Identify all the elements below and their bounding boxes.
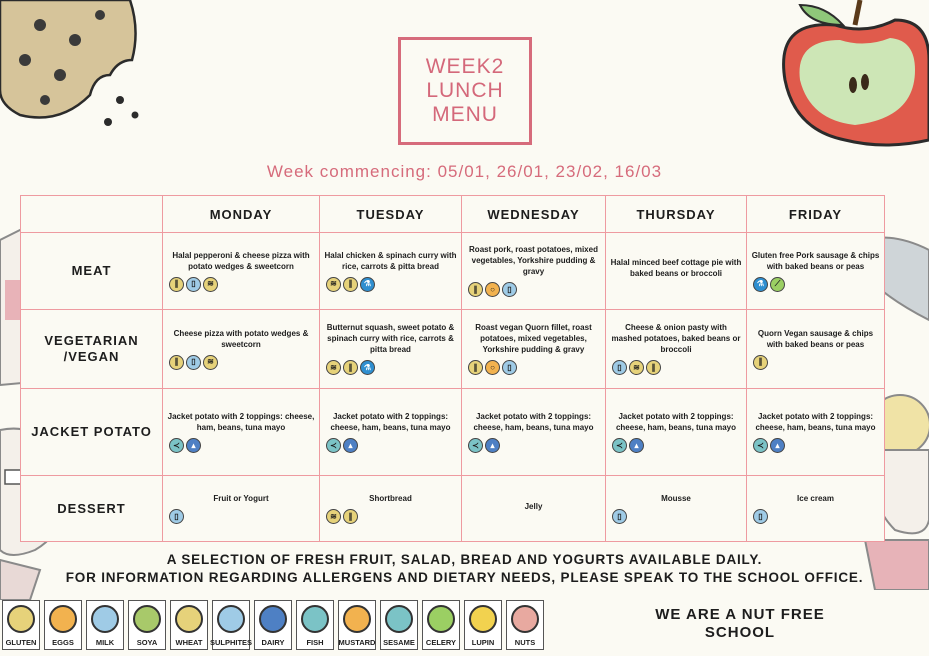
milk-icon: ▯ [186,355,201,370]
legend-item [464,600,502,650]
allergen-icons [753,277,884,292]
menu-cell [747,309,885,388]
wheat-icon: ≋ [326,509,341,524]
menu-cell [163,309,320,388]
menu-table [20,195,885,542]
allergen-icons [753,355,884,370]
fish-icon: ≺ [468,438,483,453]
dish-text: Ice cream [797,494,834,504]
legend-label: SULPHITES [209,638,253,647]
dish-text: Gluten free Pork sausage & chips with baked beans or peas [751,250,880,271]
allergen-icons [612,509,746,524]
day-wednesday: WEDNESDAY [462,196,606,233]
week-commencing: Week commencing: 05/01, 26/01, 23/02, 16/03 [266,162,663,181]
wheat-icon: ≋ [326,277,341,292]
row-label: MEAT [21,233,163,310]
allergen-icons [468,438,605,453]
dairy-icon: ▴ [186,438,201,453]
allergen-icons [169,509,319,524]
corner-cell [21,196,163,233]
allergen-icons [468,360,605,375]
dish-text: Quorn Vegan sausage & chips with baked beans or peas [757,328,874,349]
sulphites-icon: ⚗ [753,277,768,292]
sulphites-icon: ⚗ [360,277,375,292]
menu-cell [320,233,462,310]
legend-label: SESAME [383,638,415,647]
legend-label: EGGS [52,638,74,647]
menu-row [21,309,885,388]
legend-label: MILK [95,638,115,647]
menu-cell [747,476,885,542]
allergen-icons [612,360,746,375]
milk-icon: ▯ [612,509,627,524]
gluten-icon: ∥ [169,355,184,370]
menu-row [21,233,885,310]
allergen-icons [468,282,605,297]
legend-item [296,600,334,650]
legend-label: DAIRY [261,638,285,647]
fish-icon [301,605,329,633]
dish-text: Fruit or Yogurt [213,494,269,504]
legend-item [254,600,292,650]
allergen-icons [612,438,746,453]
row-label: DESSERT [21,476,163,542]
cookie-illustration [0,0,150,140]
soya-icon [133,605,161,633]
dairy-icon: ▴ [770,438,785,453]
legend-item [128,600,166,650]
milk-icon: ▯ [502,282,517,297]
milk-icon: ▯ [186,277,201,292]
sulphites-icon: ⚗ [360,360,375,375]
dish-text: Jacket potato with 2 toppings: cheese, ham, beans, tuna mayo [473,412,594,433]
dish-text: Jacket potato with 2 toppings: cheese, ham, beans, tuna mayo [167,412,315,433]
day-friday: FRIDAY [747,196,885,233]
allergen-icons [326,360,461,375]
row-label: JACKET POTATO [21,389,163,476]
title-line-1: WEEK2 [425,55,505,78]
menu-cell [606,233,747,310]
allergen-icons [169,277,319,292]
sulphites-icon [217,605,245,633]
dairy-icon: ▴ [343,438,358,453]
dish-text: Cheese & onion pasty with mashed potatoes, baked beans or broccoli [611,323,741,355]
menu-cell [163,233,320,310]
menu-cell [320,476,462,542]
footer-line-1: A SELECTION OF FRESH FRUIT, SALAD, BREAD AND YOGURTS AVAILABLE DAILY. [166,552,763,567]
legend-item [170,600,208,650]
sesame-icon [385,605,413,633]
footer-line-2: FOR INFORMATION REGARDING ALLERGENS AND DIETARY NEEDS, PLEASE SPEAK TO THE SCHOOL OFFICE. [65,570,864,585]
gluten-icon: ∥ [646,360,661,375]
milk-icon: ▯ [502,360,517,375]
nut-free-line-2: SCHOOL [704,624,776,641]
menu-cell [747,389,885,476]
milk-icon: ▯ [169,509,184,524]
row-label: VEGETARIAN /VEGAN [21,309,163,388]
legend-item [380,600,418,650]
wheat-icon: ≋ [326,360,341,375]
menu-cell [462,389,606,476]
legend-label: SOYA [136,638,158,647]
gluten-icon: ∥ [169,277,184,292]
dish-text: Shortbread [369,494,412,504]
legend-item [338,600,376,650]
title-line-2: LUNCH [426,79,504,102]
dish-text: Roast pork, roast potatoes, mixed vegetables, Yorkshire pudding & gravy [469,245,598,277]
legend-label: LUPIN [471,638,495,647]
fish-icon: ≺ [326,438,341,453]
dairy-icon: ▴ [629,438,644,453]
eggs-icon: ○ [485,360,500,375]
nuts-icon [511,605,539,633]
legend-item [209,600,253,650]
menu-cell [606,389,747,476]
fish-icon: ≺ [169,438,184,453]
menu-cell [747,233,885,310]
menu-cell [320,389,462,476]
wheat-icon: ≋ [629,360,644,375]
footer-notes [0,551,929,587]
legend-item [422,600,460,650]
menu-row [21,389,885,476]
dish-text: Halal minced beef cottage pie with baked beans or broccoli [610,258,742,279]
legend-item [86,600,124,650]
menu-title-box [398,37,532,145]
title-line-3: MENU [432,103,498,126]
menu-cell [606,309,747,388]
gluten-icon: ∥ [468,360,483,375]
day-tuesday: TUESDAY [320,196,462,233]
gluten-icon [7,605,35,633]
menu-row [21,476,885,542]
celery-icon [427,605,455,633]
milk-icon: ▯ [753,509,768,524]
menu-cell [462,476,606,542]
day-thursday: THURSDAY [606,196,747,233]
allergen-icons [326,509,461,524]
dish-text: Halal pepperoni & cheese pizza with potato wedges & sweetcorn [172,250,310,271]
dish-text: Butternut squash, sweet potato & spinach curry with rice, carrots & pitta bread [326,323,455,355]
menu-cell [163,476,320,542]
allergen-icons [753,509,884,524]
menu-cell [163,389,320,476]
gluten-icon: ∥ [343,277,358,292]
apple-illustration [765,0,929,150]
allergen-icons [169,438,319,453]
nut-free-line-1: WE ARE A NUT FREE [655,606,825,623]
legend-label: CELERY [425,638,457,647]
eggs-icon: ○ [485,282,500,297]
gluten-icon: ∥ [343,360,358,375]
fish-icon: ≺ [612,438,627,453]
menu-cell [320,309,462,388]
dish-text: Mousse [661,494,691,504]
wheat-icon [175,605,203,633]
legend-label: MUSTARD [338,638,376,647]
lupin-icon [469,605,497,633]
legend-label: FISH [306,638,324,647]
dish-text: Cheese pizza with potato wedges & sweetcorn [173,328,309,349]
wheat-icon: ≋ [203,277,218,292]
legend-item [506,600,544,650]
allergen-icons [326,438,461,453]
legend-label: GLUTEN [5,638,37,647]
eggs-icon [49,605,77,633]
nut-free-notice [640,606,840,642]
allergen-icons [326,277,461,292]
milk-icon: ▯ [612,360,627,375]
dish-text: Jacket potato with 2 toppings: cheese, ham, beans, tuna mayo [615,412,737,433]
dish-text: Jacket potato with 2 toppings: cheese, ham, beans, tuna mayo [755,412,876,433]
menu-cell [462,309,606,388]
legend-item [44,600,82,650]
menu-cell [606,476,747,542]
gluten-icon: ∥ [753,355,768,370]
allergen-icons [753,438,884,453]
wheat-icon: ≋ [203,355,218,370]
allergen-icons [169,355,319,370]
celery-icon: ⟋ [770,277,785,292]
mustard-icon [343,605,371,633]
dish-text: Jelly [524,501,543,511]
day-monday: MONDAY [163,196,320,233]
dairy-icon: ▴ [485,438,500,453]
fish-icon: ≺ [753,438,768,453]
legend-item [2,600,40,650]
allergen-legend [2,600,544,650]
day-header-row [21,196,885,233]
dairy-icon [259,605,287,633]
menu-cell [462,233,606,310]
dish-text: Halal chicken & spinach curry with rice, carrots & pitta bread [324,250,457,271]
milk-icon [91,605,119,633]
gluten-icon: ∥ [468,282,483,297]
dish-text: Jacket potato with 2 toppings: cheese, ham, beans, tuna mayo [330,412,451,433]
gluten-icon: ∥ [343,509,358,524]
legend-label: NUTS [514,638,536,647]
dish-text: Roast vegan Quorn fillet, roast potatoes, mixed vegetables, Yorkshire pudding & gravy [475,323,592,355]
legend-label: WHEAT [175,638,203,647]
